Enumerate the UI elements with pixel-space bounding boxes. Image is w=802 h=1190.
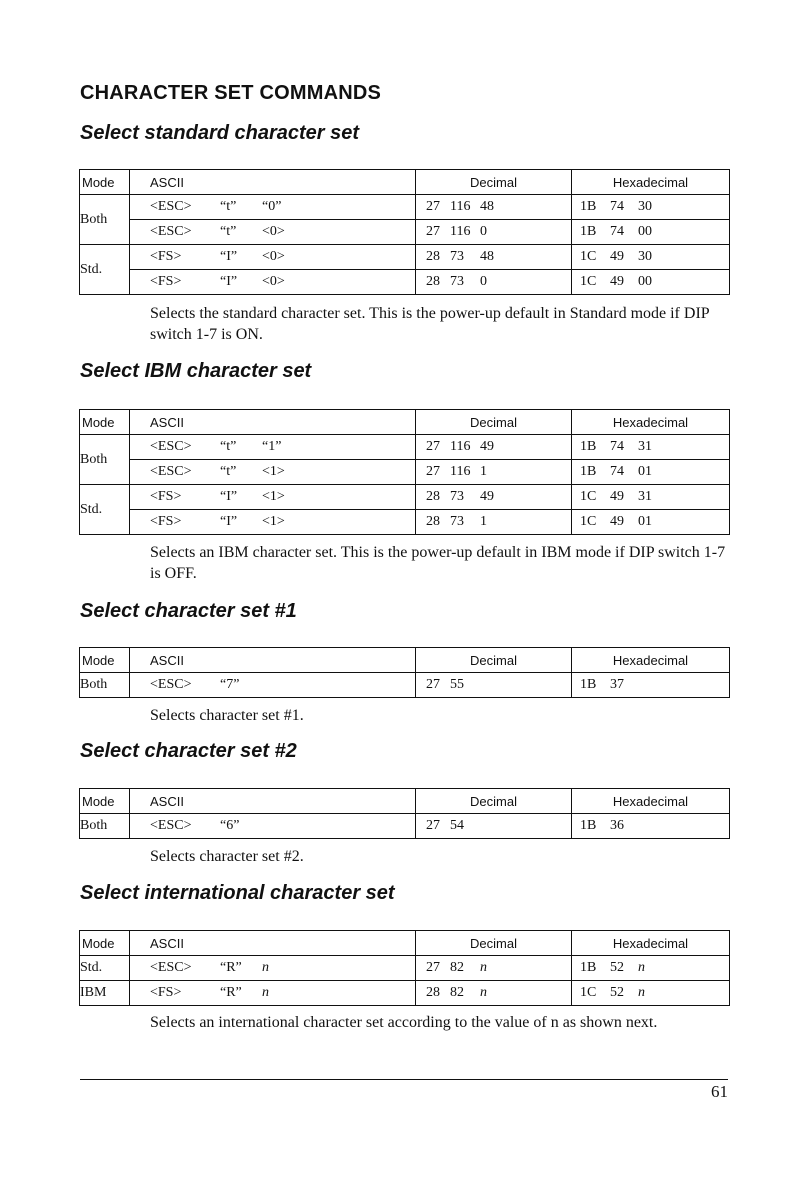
- hex-values: [572, 677, 729, 693]
- dec-values: [416, 249, 571, 265]
- ascii-value: “I”: [220, 274, 238, 289]
- command-table: [79, 930, 730, 1006]
- section-title: Select international character set: [80, 882, 395, 904]
- hex-value: 1B: [580, 818, 597, 833]
- dec-value: 73: [450, 274, 464, 289]
- header-row: [80, 789, 730, 814]
- mode-cell: Std.: [80, 245, 130, 295]
- hex-cell: [572, 510, 730, 535]
- dec-value: 27: [426, 677, 440, 692]
- hex-value: 30: [638, 199, 652, 214]
- hex-value: 37: [610, 677, 624, 692]
- section-description: Selects character set #1.: [150, 707, 304, 724]
- ascii-value: <ESC>: [150, 439, 192, 454]
- dec-values: [416, 224, 571, 240]
- hex-values: [572, 985, 729, 1001]
- ascii-values: [130, 439, 415, 455]
- hex-cell: [572, 195, 730, 220]
- decimal-cell: [416, 485, 572, 510]
- ascii-value: <ESC>: [150, 224, 192, 239]
- hex-value: 1B: [580, 439, 597, 454]
- hex-value: 30: [638, 249, 652, 264]
- hex-value: 00: [638, 274, 652, 289]
- header-mode: Mode: [80, 648, 130, 673]
- hex-value: 1C: [580, 249, 597, 264]
- section-title: Select standard character set: [80, 122, 360, 144]
- command-table: [79, 409, 730, 535]
- ascii-cell: [130, 485, 416, 510]
- hex-value: 1C: [580, 985, 597, 1000]
- hex-cell: [572, 435, 730, 460]
- decimal-cell: [416, 510, 572, 535]
- hex-cell: [572, 981, 730, 1006]
- decimal-cell: [416, 270, 572, 295]
- decimal-cell: [416, 460, 572, 485]
- hex-value: 36: [610, 818, 624, 833]
- ascii-value: “t”: [220, 199, 237, 214]
- hex-values: [572, 249, 729, 265]
- hex-value: 74: [610, 199, 624, 214]
- dec-value: 116: [450, 199, 471, 214]
- ascii-value: “I”: [220, 249, 238, 264]
- dec-values: [416, 818, 571, 834]
- dec-value: 73: [450, 489, 464, 504]
- dec-values: [416, 274, 571, 290]
- hex-value: 1B: [580, 464, 597, 479]
- ascii-values: [130, 249, 415, 265]
- ascii-value: <FS>: [150, 249, 182, 264]
- hex-cell: [572, 673, 730, 698]
- ascii-cell: [130, 270, 416, 295]
- ascii-cell: [130, 195, 416, 220]
- dec-value: 49: [480, 439, 494, 454]
- ascii-value: “7”: [220, 677, 240, 692]
- header-hex: Hexadecimal: [572, 931, 730, 956]
- header-decimal: Decimal: [416, 170, 572, 195]
- dec-values: [416, 514, 571, 530]
- dec-value: 82: [450, 985, 464, 1000]
- dec-value: 28: [426, 514, 440, 529]
- table-row: [80, 485, 730, 510]
- ascii-values: [130, 199, 415, 215]
- dec-value: 116: [450, 224, 471, 239]
- ascii-value: “I”: [220, 514, 238, 529]
- page-number: 61: [711, 1082, 728, 1101]
- header-row: [80, 931, 730, 956]
- dec-value: 28: [426, 985, 440, 1000]
- ascii-value: <ESC>: [150, 960, 192, 975]
- hex-values: [572, 274, 729, 290]
- dec-value: 27: [426, 818, 440, 833]
- header-ascii: ASCII: [130, 931, 416, 956]
- ascii-value: <FS>: [150, 985, 182, 1000]
- hex-value: 52: [610, 985, 624, 1000]
- mode-cell: Both: [80, 435, 130, 485]
- table-row: [80, 460, 730, 485]
- hex-values: [572, 960, 729, 976]
- hex-value: 49: [610, 274, 624, 289]
- dec-value: 54: [450, 818, 464, 833]
- mode-cell: Both: [80, 673, 130, 698]
- header-hex: Hexadecimal: [572, 170, 730, 195]
- hex-value: 74: [610, 224, 624, 239]
- ascii-value: “R”: [220, 960, 242, 975]
- section-title: Select IBM character set: [80, 360, 312, 382]
- dec-value: 27: [426, 464, 440, 479]
- decimal-cell: [416, 981, 572, 1006]
- ascii-value: <ESC>: [150, 464, 192, 479]
- header-decimal: Decimal: [416, 410, 572, 435]
- table-row: [80, 270, 730, 295]
- ascii-value: <ESC>: [150, 677, 192, 692]
- hex-value: n: [638, 960, 645, 975]
- dec-value: 0: [480, 274, 487, 289]
- hex-value: 49: [610, 249, 624, 264]
- header-ascii: ASCII: [130, 648, 416, 673]
- dec-values: [416, 985, 571, 1001]
- decimal-cell: [416, 673, 572, 698]
- decimal-cell: [416, 245, 572, 270]
- dec-value: 73: [450, 514, 464, 529]
- table-row: [80, 814, 730, 839]
- hex-cell: [572, 220, 730, 245]
- dec-value: 55: [450, 677, 464, 692]
- dec-value: 0: [480, 224, 487, 239]
- decimal-cell: [416, 195, 572, 220]
- ascii-value: <ESC>: [150, 199, 192, 214]
- table-row: [80, 195, 730, 220]
- dec-values: [416, 464, 571, 480]
- hex-value: 1B: [580, 960, 597, 975]
- hex-value: 1B: [580, 224, 597, 239]
- table-row: [80, 673, 730, 698]
- section-title: Select character set #1: [80, 600, 297, 622]
- ascii-value: <FS>: [150, 514, 182, 529]
- header-hex: Hexadecimal: [572, 789, 730, 814]
- hex-values: [572, 514, 729, 530]
- dec-value: 27: [426, 199, 440, 214]
- ascii-cell: [130, 673, 416, 698]
- ascii-cell: [130, 981, 416, 1006]
- hex-value: 1C: [580, 489, 597, 504]
- section-description: Selects an IBM character set. This is the power-up default in IBM mode if DIP switch 1-7 is OFF.: [150, 544, 726, 582]
- hex-value: 49: [610, 489, 624, 504]
- ascii-cell: [130, 510, 416, 535]
- header-mode: Mode: [80, 931, 130, 956]
- header-ascii: ASCII: [130, 170, 416, 195]
- ascii-cell: [130, 956, 416, 981]
- ascii-cell: [130, 245, 416, 270]
- ascii-value: “0”: [262, 199, 282, 214]
- ascii-values: [130, 960, 415, 976]
- ascii-values: [130, 224, 415, 240]
- table-row: [80, 220, 730, 245]
- hex-values: [572, 818, 729, 834]
- dec-value: 49: [480, 489, 494, 504]
- command-table: [79, 647, 730, 698]
- dec-values: [416, 677, 571, 693]
- section-description: Selects an international character set according to the value of n as shown next.: [150, 1014, 658, 1031]
- mode-cell: Both: [80, 195, 130, 245]
- header-decimal: Decimal: [416, 648, 572, 673]
- hex-value: 00: [638, 224, 652, 239]
- hex-value: 1C: [580, 514, 597, 529]
- header-hex: Hexadecimal: [572, 648, 730, 673]
- ascii-value: “6”: [220, 818, 240, 833]
- hex-values: [572, 439, 729, 455]
- command-table: [79, 788, 730, 839]
- dec-value: n: [480, 960, 487, 975]
- ascii-values: [130, 514, 415, 530]
- ascii-value: n: [262, 960, 269, 975]
- hex-cell: [572, 245, 730, 270]
- footer-rule: [80, 1079, 728, 1080]
- ascii-cell: [130, 460, 416, 485]
- header-row: [80, 410, 730, 435]
- dec-values: [416, 199, 571, 215]
- mode-cell: Both: [80, 814, 130, 839]
- dec-values: [416, 489, 571, 505]
- hex-value: 01: [638, 514, 652, 529]
- hex-cell: [572, 485, 730, 510]
- hex-value: n: [638, 985, 645, 1000]
- ascii-cell: [130, 220, 416, 245]
- ascii-values: [130, 464, 415, 480]
- dec-value: 1: [480, 514, 487, 529]
- ascii-value: “I”: [220, 489, 238, 504]
- table-row: [80, 981, 730, 1006]
- section-description: Selects character set #2.: [150, 848, 304, 865]
- decimal-cell: [416, 220, 572, 245]
- hex-values: [572, 489, 729, 505]
- table-row: [80, 510, 730, 535]
- ascii-value: <ESC>: [150, 818, 192, 833]
- mode-cell: IBM: [80, 981, 130, 1006]
- ascii-value: n: [262, 985, 269, 1000]
- dec-value: 48: [480, 199, 494, 214]
- dec-value: 27: [426, 224, 440, 239]
- dec-value: 82: [450, 960, 464, 975]
- dec-value: 27: [426, 960, 440, 975]
- hex-cell: [572, 460, 730, 485]
- ascii-values: [130, 677, 415, 693]
- ascii-values: [130, 274, 415, 290]
- decimal-cell: [416, 814, 572, 839]
- dec-values: [416, 439, 571, 455]
- hex-value: 1C: [580, 274, 597, 289]
- header-row: [80, 170, 730, 195]
- ascii-value: <1>: [262, 514, 285, 529]
- dec-values: [416, 960, 571, 976]
- hex-value: 31: [638, 439, 652, 454]
- hex-value: 1B: [580, 677, 597, 692]
- dec-value: 116: [450, 464, 471, 479]
- hex-cell: [572, 956, 730, 981]
- dec-value: n: [480, 985, 487, 1000]
- section-title: Select character set #2: [80, 740, 297, 762]
- ascii-value: <0>: [262, 224, 285, 239]
- hex-values: [572, 464, 729, 480]
- hex-cell: [572, 814, 730, 839]
- mode-cell: Std.: [80, 485, 130, 535]
- dec-value: 28: [426, 489, 440, 504]
- decimal-cell: [416, 435, 572, 460]
- dec-value: 28: [426, 274, 440, 289]
- table-row: [80, 435, 730, 460]
- header-ascii: ASCII: [130, 410, 416, 435]
- ascii-value: <0>: [262, 249, 285, 264]
- hex-value: 1B: [580, 199, 597, 214]
- table-row: [80, 245, 730, 270]
- ascii-value: <1>: [262, 489, 285, 504]
- header-mode: Mode: [80, 789, 130, 814]
- command-table: [79, 169, 730, 295]
- dec-value: 27: [426, 439, 440, 454]
- ascii-cell: [130, 814, 416, 839]
- header-mode: Mode: [80, 170, 130, 195]
- section-description: Selects the standard character set. This is the power-up default in Standard mode if DIP switch 1-7 is ON.: [150, 305, 710, 343]
- hex-values: [572, 199, 729, 215]
- ascii-value: “t”: [220, 439, 237, 454]
- header-decimal: Decimal: [416, 789, 572, 814]
- ascii-value: “1”: [262, 439, 282, 454]
- header-ascii: ASCII: [130, 789, 416, 814]
- dec-value: 116: [450, 439, 471, 454]
- hex-value: 49: [610, 514, 624, 529]
- ascii-value: <1>: [262, 464, 285, 479]
- hex-values: [572, 224, 729, 240]
- dec-value: 1: [480, 464, 487, 479]
- ascii-value: “t”: [220, 464, 237, 479]
- hex-value: 52: [610, 960, 624, 975]
- dec-value: 28: [426, 249, 440, 264]
- mode-cell: Std.: [80, 956, 130, 981]
- header-mode: Mode: [80, 410, 130, 435]
- dec-value: 48: [480, 249, 494, 264]
- hex-value: 74: [610, 439, 624, 454]
- header-row: [80, 648, 730, 673]
- hex-cell: [572, 270, 730, 295]
- hex-value: 01: [638, 464, 652, 479]
- ascii-value: “R”: [220, 985, 242, 1000]
- ascii-values: [130, 985, 415, 1001]
- ascii-value: <0>: [262, 274, 285, 289]
- decimal-cell: [416, 956, 572, 981]
- page-title: CHARACTER SET COMMANDS: [80, 82, 382, 104]
- header-hex: Hexadecimal: [572, 410, 730, 435]
- ascii-values: [130, 489, 415, 505]
- ascii-cell: [130, 435, 416, 460]
- dec-value: 73: [450, 249, 464, 264]
- ascii-value: <FS>: [150, 274, 182, 289]
- ascii-values: [130, 818, 415, 834]
- ascii-value: <FS>: [150, 489, 182, 504]
- header-decimal: Decimal: [416, 931, 572, 956]
- hex-value: 74: [610, 464, 624, 479]
- hex-value: 31: [638, 489, 652, 504]
- table-row: [80, 956, 730, 981]
- ascii-value: “t”: [220, 224, 237, 239]
